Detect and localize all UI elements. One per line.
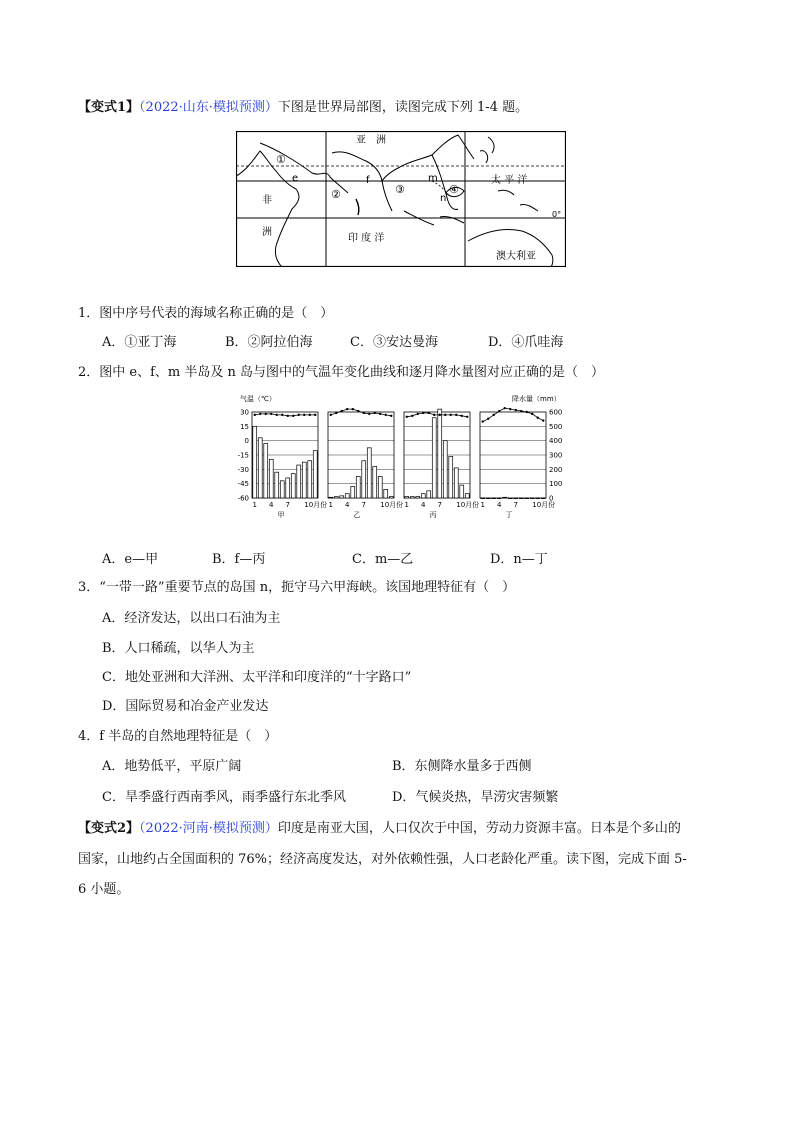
q3-option-c[interactable]: C．地处亚洲和大洋洲、太平洋和印度洋的“十字路口”	[102, 670, 412, 685]
variant2-text-1: 印度是南亚大国，人口仅次于中国，劳动力资源丰富。日本是个多山的	[277, 821, 681, 836]
temp-axis-label: 气温（℃）	[240, 395, 276, 403]
q3-option-d[interactable]: D．国际贸易和冶金产业发达	[102, 699, 269, 714]
panel-name: 丙	[429, 511, 437, 519]
q1-option-b[interactable]: B．②阿拉伯海	[225, 335, 313, 350]
temp-line	[331, 409, 392, 416]
precip-bar	[291, 474, 295, 498]
month-tick-label: 10月份	[380, 501, 404, 509]
temp-tick-label: -45	[237, 480, 249, 489]
climate-panel	[252, 412, 327, 519]
q1-stem: 1．图中序号代表的海域名称正确的是（ ）	[78, 306, 334, 321]
precip-bar	[334, 497, 338, 498]
q2-option-c[interactable]: C．m—乙	[352, 552, 414, 567]
precip-bar	[519, 498, 523, 499]
month-tick-label: 4	[345, 501, 350, 509]
month-tick-label: 1	[404, 501, 409, 509]
precip-bar	[454, 468, 458, 498]
temp-tick-label: 0	[244, 437, 249, 446]
precip-bar	[432, 418, 436, 498]
label-asia: 亚 洲	[356, 135, 386, 146]
precip-bar	[258, 438, 262, 498]
climate-charts-figure	[224, 392, 564, 520]
precip-bar	[308, 461, 312, 498]
map-frame	[237, 132, 566, 267]
label-africa-2: 洲	[262, 227, 272, 238]
precip-bar	[384, 489, 388, 498]
marker-4: ④	[449, 183, 459, 196]
precip-bar	[514, 498, 518, 499]
precip-bar	[264, 444, 268, 498]
month-tick-label: 10月份	[304, 501, 328, 509]
precip-tick-label: 100	[549, 480, 563, 489]
climate-panel	[404, 409, 479, 519]
temp-line	[255, 414, 315, 416]
month-tick-label: 4	[497, 501, 502, 509]
month-tick-label: 10月份	[532, 501, 556, 509]
precip-tick-label: 400	[549, 437, 563, 446]
q3-option-b[interactable]: B．人口稀疏，以华人为主	[102, 641, 255, 656]
precip-bar	[253, 426, 257, 498]
precip-bar	[302, 462, 306, 498]
precip-bar	[492, 498, 496, 499]
label-equator: 0°	[552, 210, 562, 219]
precip-bar	[405, 497, 409, 498]
precip-tick-label: 200	[549, 465, 563, 474]
q1-option-a[interactable]: A．①亚丁海	[102, 335, 177, 350]
variant2-text-3: 6 小题。	[78, 882, 130, 897]
precip-bar	[269, 459, 273, 498]
label-indian-ocean: 印 度 洋	[348, 233, 385, 244]
q2-option-a[interactable]: A．e—甲	[102, 552, 159, 567]
month-tick-label: 7	[513, 501, 518, 509]
precip-tick-label: 0	[549, 494, 554, 503]
month-tick-label: 7	[437, 501, 442, 509]
label-africa: 非	[262, 195, 272, 206]
precip-bar	[416, 497, 420, 498]
panel-name: 甲	[277, 511, 285, 519]
q4-option-d[interactable]: D．气候炎热，旱涝灾害频繁	[392, 790, 559, 805]
temp-tick-label: 15	[240, 422, 249, 431]
precip-bar	[356, 477, 360, 499]
variant2-header	[78, 820, 681, 838]
label-m: m	[428, 173, 438, 184]
variant1-header	[78, 99, 528, 117]
precip-bar	[465, 494, 469, 498]
precip-bar	[280, 481, 284, 498]
source-link[interactable]: （2022·河南·模拟预测）	[139, 821, 278, 836]
precip-bar	[541, 498, 545, 499]
intro-text: 下图是世界局部图，读图完成下列 1-4 题。	[277, 100, 529, 115]
variant-tag: 【变式2】	[78, 821, 140, 836]
precip-bar	[297, 465, 301, 498]
precip-tick-label: 600	[549, 408, 563, 417]
precip-bar	[410, 497, 414, 498]
variant2-text-2: 国家，山地约占全国面积的 76%；经济高度发达，对外依赖性强，人口老龄化严重。读下图，完成下面 5-	[78, 852, 687, 867]
precip-bar	[497, 498, 501, 499]
month-tick-label: 1	[480, 501, 485, 509]
precip-bar	[275, 472, 279, 498]
month-tick-label: 1	[252, 501, 257, 509]
precip-tick-label: 300	[549, 451, 563, 460]
label-f: f	[366, 175, 370, 186]
marker-2: ②	[331, 188, 341, 201]
month-tick-label: 7	[285, 501, 290, 509]
label-n: n	[440, 193, 447, 204]
label-pacific: 太 平 洋	[491, 175, 528, 186]
precip-bar	[530, 498, 534, 499]
precip-bar	[340, 496, 344, 498]
precip-bar	[536, 498, 540, 499]
precip-bar	[313, 451, 317, 498]
marker-3: ③	[395, 183, 405, 196]
precip-bar	[421, 494, 425, 498]
climate-panel	[328, 408, 403, 519]
q3-option-a[interactable]: A．经济发达，以出口石油为主	[102, 611, 281, 626]
q1-option-d[interactable]: D．④爪哇海	[488, 335, 564, 350]
temp-line	[483, 408, 544, 421]
precip-bar	[503, 497, 507, 498]
precip-bar	[286, 478, 290, 498]
world-map-figure	[236, 131, 566, 267]
label-australia: 澳大利亚	[496, 251, 536, 262]
precip-bar	[449, 456, 453, 498]
precip-bar	[378, 477, 382, 499]
panel-name: 丁	[505, 511, 513, 519]
q2-option-b[interactable]: B．f—丙	[212, 552, 266, 567]
precip-bar	[329, 497, 333, 498]
month-tick-label: 4	[421, 501, 426, 509]
q4-option-a[interactable]: A．地势低平，平原广阔	[102, 759, 242, 774]
precip-bar	[481, 498, 485, 499]
month-tick-label: 4	[269, 501, 274, 509]
panel-name: 乙	[353, 511, 361, 519]
precip-bar	[345, 494, 349, 498]
climate-panel	[480, 407, 555, 519]
q4-stem: 4．f 半岛的自然地理特征是（ ）	[78, 729, 278, 744]
q4-option-c[interactable]: C．旱季盛行西南季风，雨季盛行东北季风	[102, 790, 346, 805]
month-tick-label: 7	[361, 501, 366, 509]
precip-bar	[508, 498, 512, 499]
precip-bar	[486, 498, 490, 499]
q4-option-b[interactable]: B．东侧降水量多于西侧	[392, 759, 532, 774]
temp-tick-label: -60	[237, 494, 249, 503]
precip-bar	[443, 441, 447, 498]
source-link[interactable]: （2022·山东·模拟预测）	[139, 100, 278, 115]
precip-bar	[389, 497, 393, 498]
label-e: e	[292, 173, 299, 184]
precip-bar	[367, 448, 371, 498]
month-tick-label: 1	[328, 501, 333, 509]
precip-bar	[351, 487, 355, 498]
precip-tick-label: 500	[549, 422, 563, 431]
precip-bar	[427, 491, 431, 498]
precip-bar	[438, 409, 442, 498]
temp-tick-label: 30	[240, 408, 249, 417]
q2-stem: 2．图中 e、f、m 半岛及 n 岛与图中的气温年变化曲线和逐月降水量图对应正确的是（ ）	[78, 365, 605, 380]
precip-bar	[373, 466, 377, 498]
temp-line	[407, 413, 468, 417]
temp-tick-label: -30	[237, 465, 249, 474]
precip-axis-label: 降水量（mm）	[512, 395, 561, 403]
precip-bar	[362, 461, 366, 498]
q3-stem: 3．“一带一路”重要节点的岛国 n，扼守马六甲海峡。该国地理特征有（ ）	[78, 580, 516, 595]
precip-bar	[525, 498, 529, 499]
temp-tick-label: -15	[237, 451, 249, 460]
month-tick-label: 10月份	[456, 501, 480, 509]
q2-option-d[interactable]: D．n—丁	[490, 552, 548, 567]
marker-1: ①	[276, 153, 286, 166]
variant-tag: 【变式1】	[78, 100, 140, 115]
q1-option-c[interactable]: C．③安达曼海	[350, 335, 438, 350]
precip-bar	[460, 485, 464, 498]
